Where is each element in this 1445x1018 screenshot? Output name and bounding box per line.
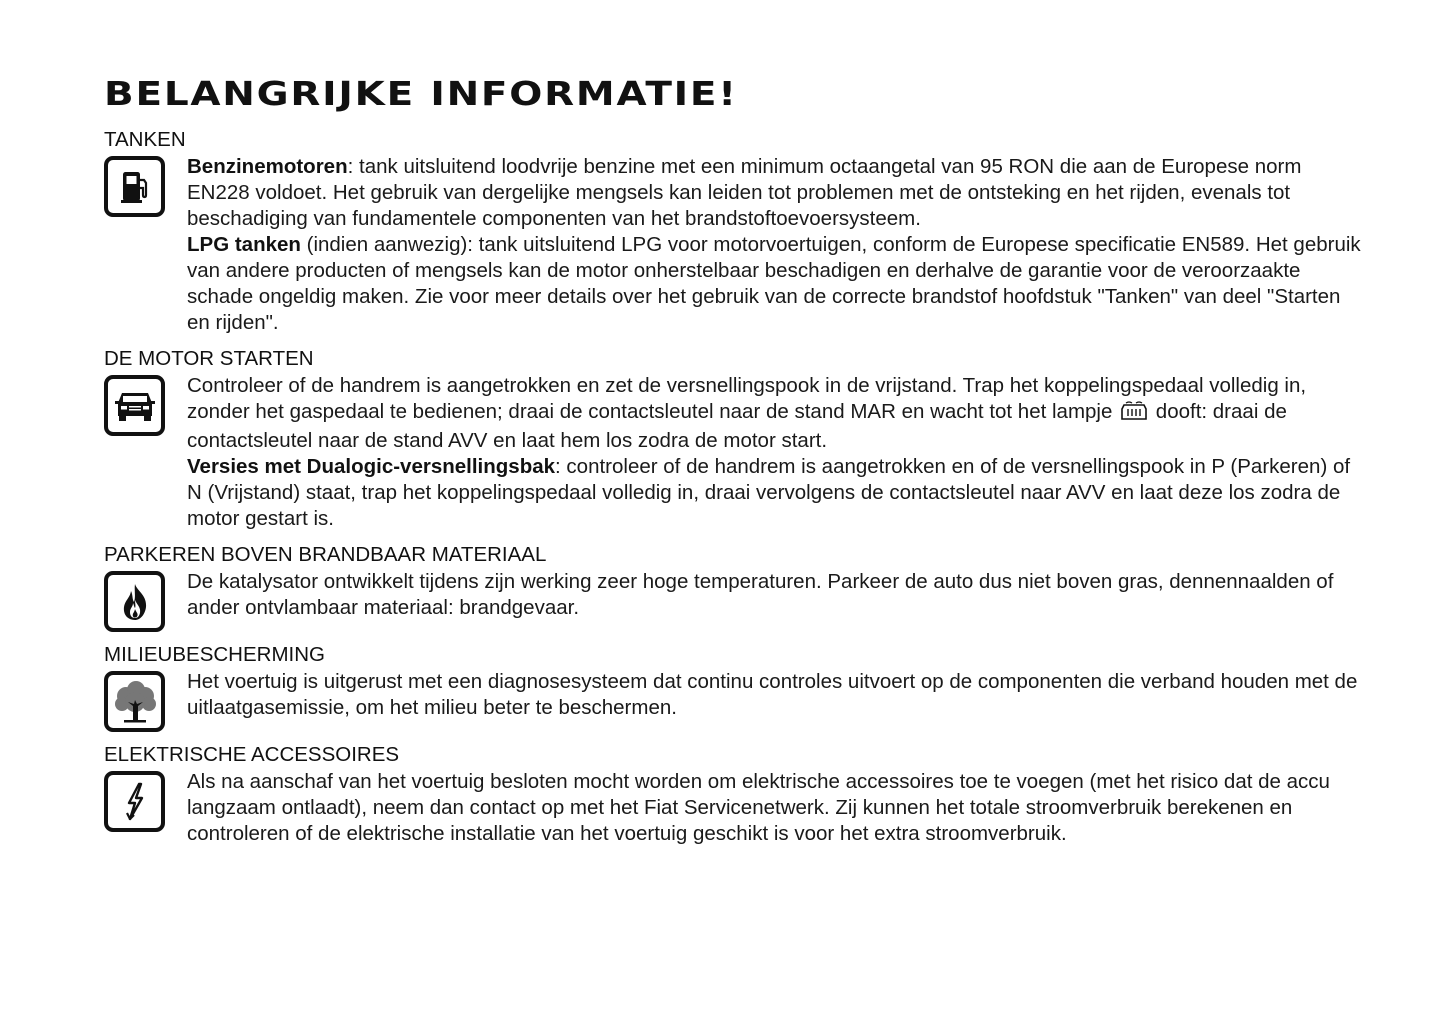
paragraph xyxy=(187,154,1366,232)
section-body xyxy=(104,769,1366,847)
paragraph xyxy=(187,569,1366,621)
document-page xyxy=(104,74,1366,858)
section-heading: MILIEUBESCHERMING xyxy=(104,643,325,666)
section-text xyxy=(187,669,1366,721)
section-body xyxy=(104,569,1366,632)
page-title: BELANGRIJKE INFORMATIE! xyxy=(104,74,738,113)
fuel-pump-icon xyxy=(104,156,165,217)
section-body xyxy=(104,154,1366,336)
bold-term: Versies met Dualogic-versnellingsbak xyxy=(187,455,556,478)
paragraph xyxy=(187,373,1366,454)
section-body xyxy=(104,373,1366,532)
section-text xyxy=(187,569,1366,621)
section-heading: DE MOTOR STARTEN xyxy=(104,347,314,370)
section-heading: ELEKTRISCHE ACCESSOIRES xyxy=(104,743,400,766)
lightning-bolt-icon xyxy=(104,771,165,832)
paragraph-text: Als na aanschaf van het voertuig besloten mocht worden om elektrische accessoires toe te voegen (met het risico dat de accu langzaam ontlaadt), neem dan contact op met het Fiat Servicenetwerk. Zij kunnen het totale stroomverbruik berekenen en controleren of de elektrische installatie van het voertuig geschikt is voor het extra stroomverbruik. xyxy=(187,770,1330,845)
paragraph xyxy=(187,769,1366,847)
paragraph-text: dooft: draai de contactsleutel naar de stand AVV en laat hem los zodra de motor start. xyxy=(187,400,1287,452)
tree-icon xyxy=(104,671,165,732)
paragraph xyxy=(187,232,1366,336)
paragraph xyxy=(187,669,1366,721)
section-text xyxy=(187,154,1366,336)
section-heading: PARKEREN BOVEN BRANDBAAR MATERIAAL xyxy=(104,543,547,566)
paragraph-text: Controleer of de handrem is aangetrokken en zet de versnellingspook in de vrijstand. Trap het koppelingspedaal volledig in, zonder het gaspedaal te bedienen; draai de contactsleutel naar de stand MAR en wacht tot het lampje xyxy=(187,374,1307,423)
paragraph-text: De katalysator ontwikkelt tijdens zijn werking zeer hoge temperaturen. Parkeer de auto dus niet boven gras, dennennaalden of ander ontvlambaar materiaal: brandgevaar. xyxy=(187,570,1334,619)
section-elektrische-accessoires xyxy=(104,743,1366,847)
section-text xyxy=(187,373,1366,532)
section-motor-starten xyxy=(104,347,1366,532)
bold-term: Benzinemotoren xyxy=(187,155,348,178)
bold-term: LPG tanken xyxy=(187,233,301,256)
section-body xyxy=(104,669,1366,732)
paragraph-text: (indien aanwezig): tank uitsluitend LPG voor motorvoertuigen, conform de Europese specificatie EN589. Het gebruik van andere producten of mengsels kan de motor onherstelbaar beschadigen en derhalve de garantie voor de veroorzaakte schade ongeldig maken. Zie voor meer details over het gebruik van de correcte brandstof hoofdstuk "Tanken" van deel "Starten en rijden". xyxy=(187,233,1361,334)
section-heading: TANKEN xyxy=(104,128,186,151)
paragraph xyxy=(187,454,1366,532)
paragraph-text: : controleer of de handrem is aangetrokken en of de versnellingspook in P (Parkeren) of N (Vrijstand) staat, trap het koppelingspedaal volledig in, draai vervolgens de contactsleutel naar AVV en laat deze los zodra de motor gestart is. xyxy=(187,455,1351,530)
section-milieubescherming xyxy=(104,643,1366,732)
paragraph-text: : tank uitsluitend loodvrije benzine met een minimum octaangetal van 95 RON die aan de Europese norm EN228 voldoet. Het gebruik van dergelijke mengsels kan leiden tot problemen met de ontsteking en het rijden, evenals tot beschadiging van fundamentele componenten van het brandstoftoevoersysteem. xyxy=(187,155,1302,230)
paragraph-text: Het voertuig is uitgerust met een diagnosesysteem dat continu controles uitvoert op de componenten die verband houden met de uitlaatgasemissie, om het milieu beter te beschermen. xyxy=(187,670,1358,719)
glow-plug-warning-icon xyxy=(1120,401,1148,428)
section-text xyxy=(187,769,1366,847)
car-front-icon xyxy=(104,375,165,436)
section-parkeren xyxy=(104,543,1366,632)
section-tanken xyxy=(104,128,1366,336)
flame-icon xyxy=(104,571,165,632)
